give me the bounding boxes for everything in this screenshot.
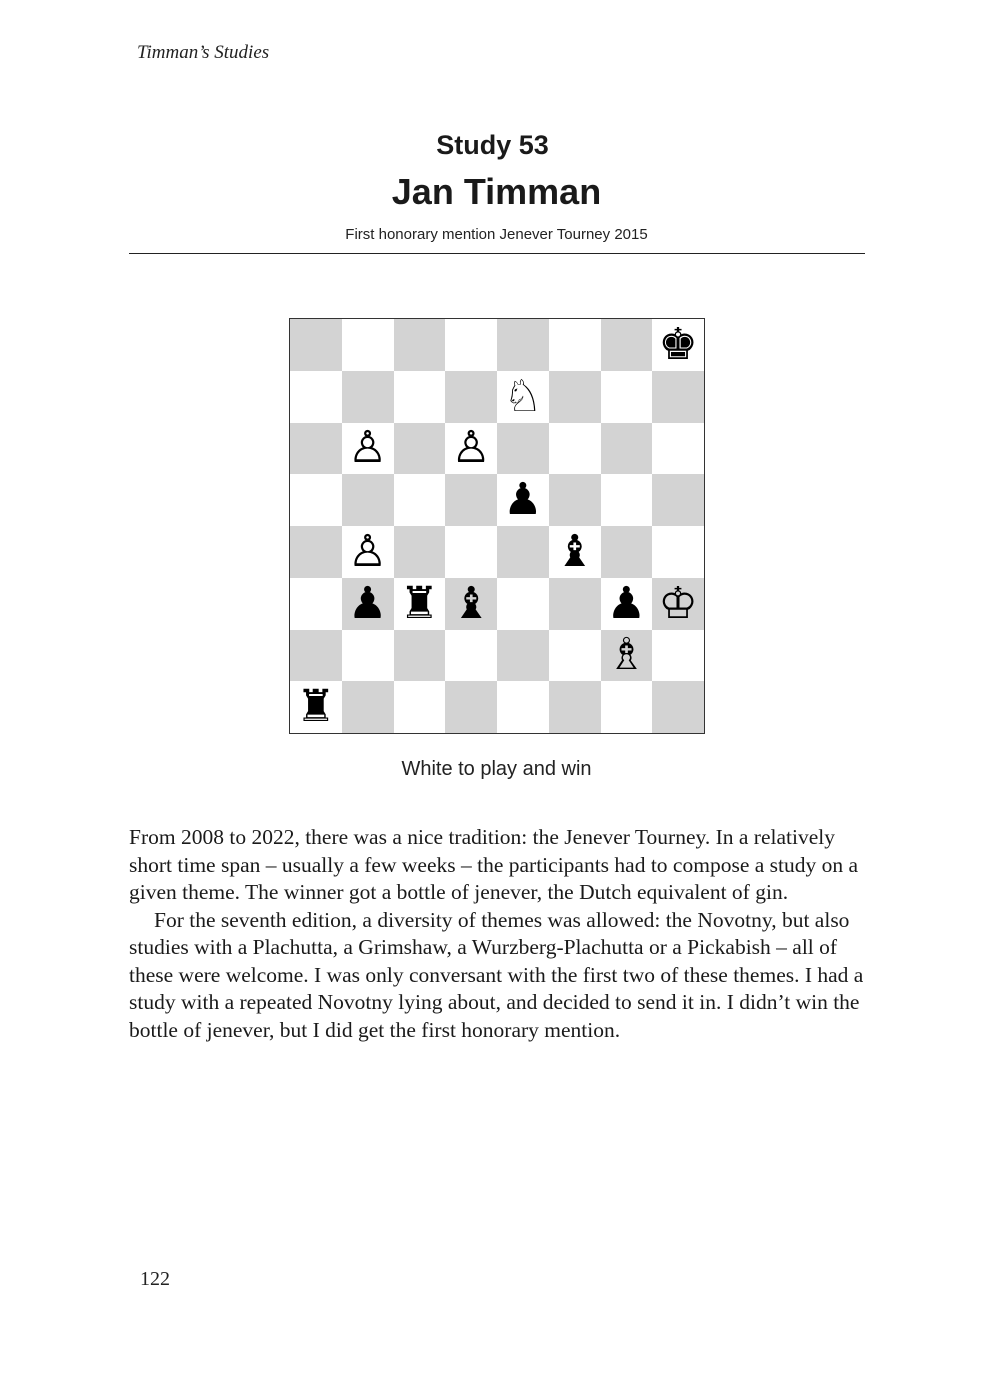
square-b5 (342, 474, 394, 526)
square-b1 (342, 681, 394, 733)
square-b7 (342, 371, 394, 423)
title-rule (129, 253, 865, 254)
square-e7 (497, 371, 549, 423)
square-f8 (549, 319, 601, 371)
body-text (129, 824, 869, 1044)
square-g8 (601, 319, 653, 371)
black-king-icon: ♚ (658, 318, 698, 370)
white-knight-icon: ♘ (503, 370, 543, 422)
square-a6 (290, 423, 342, 475)
square-h3 (652, 578, 704, 630)
square-c2 (394, 630, 446, 682)
square-d2 (445, 630, 497, 682)
square-e8 (497, 319, 549, 371)
square-h8 (652, 319, 704, 371)
square-h6 (652, 423, 704, 475)
study-author: Jan Timman (391, 171, 602, 212)
square-h1 (652, 681, 704, 733)
square-e4 (497, 526, 549, 578)
black-bishop-icon: ♝ (451, 577, 491, 629)
square-b3 (342, 578, 394, 630)
square-a5 (290, 474, 342, 526)
square-d4 (445, 526, 497, 578)
black-pawn-icon: ♟ (347, 577, 388, 629)
square-d1 (445, 681, 497, 733)
square-b8 (342, 319, 394, 371)
square-f7 (549, 371, 601, 423)
square-c1 (394, 681, 446, 733)
square-c6 (394, 423, 446, 475)
square-g1 (601, 681, 653, 733)
white-pawn-icon: ♙ (347, 525, 388, 577)
square-f2 (549, 630, 601, 682)
square-g5 (601, 474, 653, 526)
square-a7 (290, 371, 342, 423)
square-g6 (601, 423, 653, 475)
black-rook-icon: ♜ (399, 577, 440, 629)
white-pawn-icon: ♙ (451, 422, 491, 474)
page-number: 122 (140, 1268, 170, 1290)
chess-diagram (289, 318, 705, 734)
square-e5 (497, 474, 549, 526)
square-h5 (652, 474, 704, 526)
study-award: First honorary mention Jenever Tourney 2015 (345, 226, 648, 243)
diagram-caption: White to play and win (401, 758, 592, 780)
white-king-icon: ♔ (658, 577, 698, 629)
square-b2 (342, 630, 394, 682)
square-g7 (601, 371, 653, 423)
square-g3 (601, 578, 653, 630)
running-head: Timman’s Studies (137, 42, 270, 63)
square-a3 (290, 578, 342, 630)
square-a8 (290, 319, 342, 371)
square-a4 (290, 526, 342, 578)
black-pawn-icon: ♟ (606, 577, 647, 629)
square-g2 (601, 630, 653, 682)
square-d8 (445, 319, 497, 371)
square-f1 (549, 681, 601, 733)
square-c7 (394, 371, 446, 423)
square-f3 (549, 578, 601, 630)
square-f4 (549, 526, 601, 578)
square-a1 (290, 681, 342, 733)
black-bishop-icon: ♝ (554, 525, 595, 577)
square-b4 (342, 526, 394, 578)
square-c4 (394, 526, 446, 578)
square-d6 (445, 423, 497, 475)
square-e2 (497, 630, 549, 682)
paragraph-1: From 2008 to 2022, there was a nice tradition: the Jenever Tourney. In a relatively short time span – usually a few weeks – the participants had to compose a study on a given theme. The winner got a bottle of jenever, the Dutch equivalent of gin. (129, 825, 859, 904)
square-c5 (394, 474, 446, 526)
square-d7 (445, 371, 497, 423)
square-h7 (652, 371, 704, 423)
square-f5 (549, 474, 601, 526)
square-e1 (497, 681, 549, 733)
square-e3 (497, 578, 549, 630)
black-pawn-icon: ♟ (503, 474, 543, 526)
chess-board (290, 319, 704, 733)
square-d3 (445, 578, 497, 630)
square-f6 (549, 423, 601, 475)
white-bishop-icon: ♗ (606, 629, 647, 681)
square-c3 (394, 578, 446, 630)
white-pawn-icon: ♙ (347, 422, 388, 474)
square-e6 (497, 423, 549, 475)
paragraph-2: For the seventh edition, a diversity of themes was allowed: the Novotny, but also studies with a Plachutta, a Grimshaw, a Wurzberg-Plachutta or a Pickabish – all of these were welcome. I was only conversant with the first two of these themes. I had a study with a repeated Novotny lying about, and decided to send it in. I didn’t win the bottle of jenever, but I did get the first honorary mention. (129, 907, 864, 1042)
square-d5 (445, 474, 497, 526)
square-h2 (652, 630, 704, 682)
square-c8 (394, 319, 446, 371)
black-rook-icon: ♜ (296, 681, 336, 733)
square-a2 (290, 630, 342, 682)
square-b6 (342, 423, 394, 475)
square-h4 (652, 526, 704, 578)
study-number: Study 53 (436, 130, 549, 160)
square-g4 (601, 526, 653, 578)
